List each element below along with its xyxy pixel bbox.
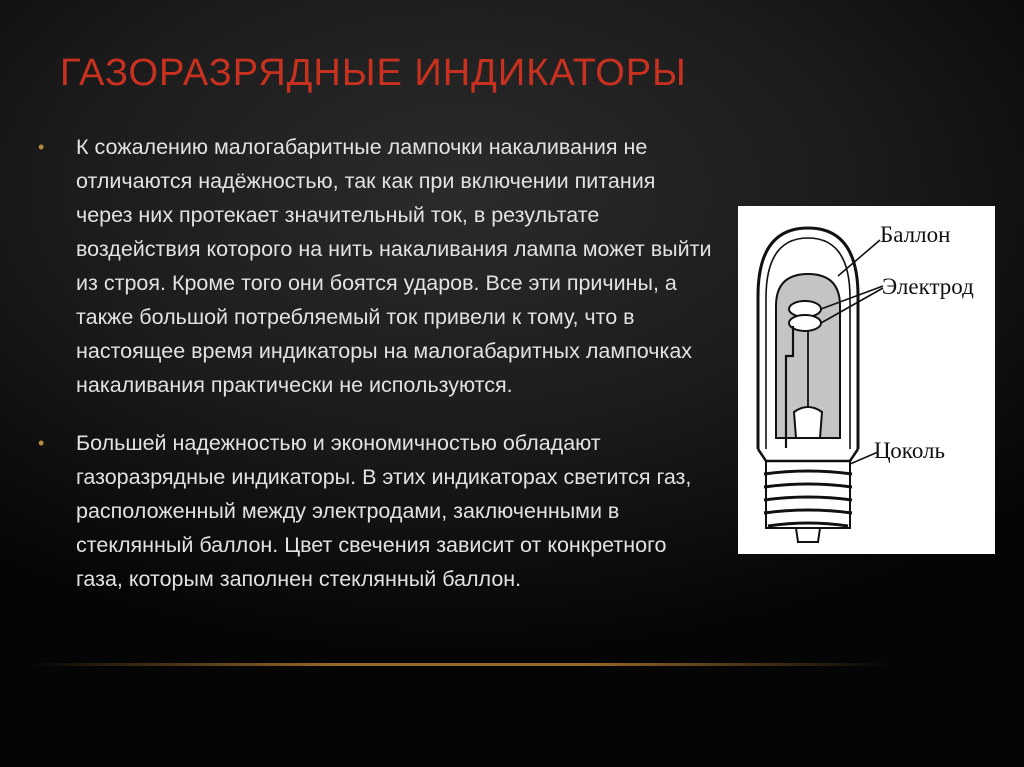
bullet-item-1 bbox=[36, 130, 716, 402]
slide-title: ГАЗОРАЗРЯДНЫЕ ИНДИКАТОРЫ bbox=[60, 52, 687, 94]
bullet-item-2 bbox=[36, 426, 716, 596]
lower-electrode bbox=[794, 407, 822, 438]
bottom-divider bbox=[30, 663, 890, 666]
bullet-text-1: К сожалению малогабаритные лампочки накаливания не отличаются надёжностью, так как при включении питания через них протекает значительный ток, в результате воздействия которого на нить накаливания лампа может выйти из строя. Кроме того они боятся ударов. Все эти причины, а также большой потребляемый ток привели к тому, что в настоящее время индикаторы на малогабаритных лампочках накаливания практически не используются. bbox=[76, 135, 712, 397]
base-thread-2 bbox=[764, 484, 852, 487]
bullet-dot-icon: • bbox=[38, 433, 45, 453]
bullet-list bbox=[36, 130, 716, 620]
bullet-dot-icon: • bbox=[38, 137, 45, 157]
base-neck bbox=[758, 449, 858, 461]
base-thread-3 bbox=[764, 497, 852, 500]
lamp-diagram bbox=[738, 206, 995, 554]
base-contact bbox=[796, 528, 820, 542]
label-base: Цоколь bbox=[874, 438, 945, 463]
lamp-drawing bbox=[738, 206, 995, 554]
label-bulb: Баллон bbox=[880, 222, 951, 247]
base-thread-1 bbox=[764, 471, 852, 474]
base-thread-5 bbox=[768, 523, 848, 526]
bullet-text-2: Большей надежностью и экономичностью обладают газоразрядные индикаторы. В этих индикаторах светится газ, расположенный между электродами, заключенными в стеклянный баллон. Цвет свечения зависит от конкретного газа, которым заполнен стеклянный баллон. bbox=[76, 431, 692, 591]
label-electrode: Электрод bbox=[882, 274, 974, 299]
base-thread-4 bbox=[764, 510, 852, 513]
